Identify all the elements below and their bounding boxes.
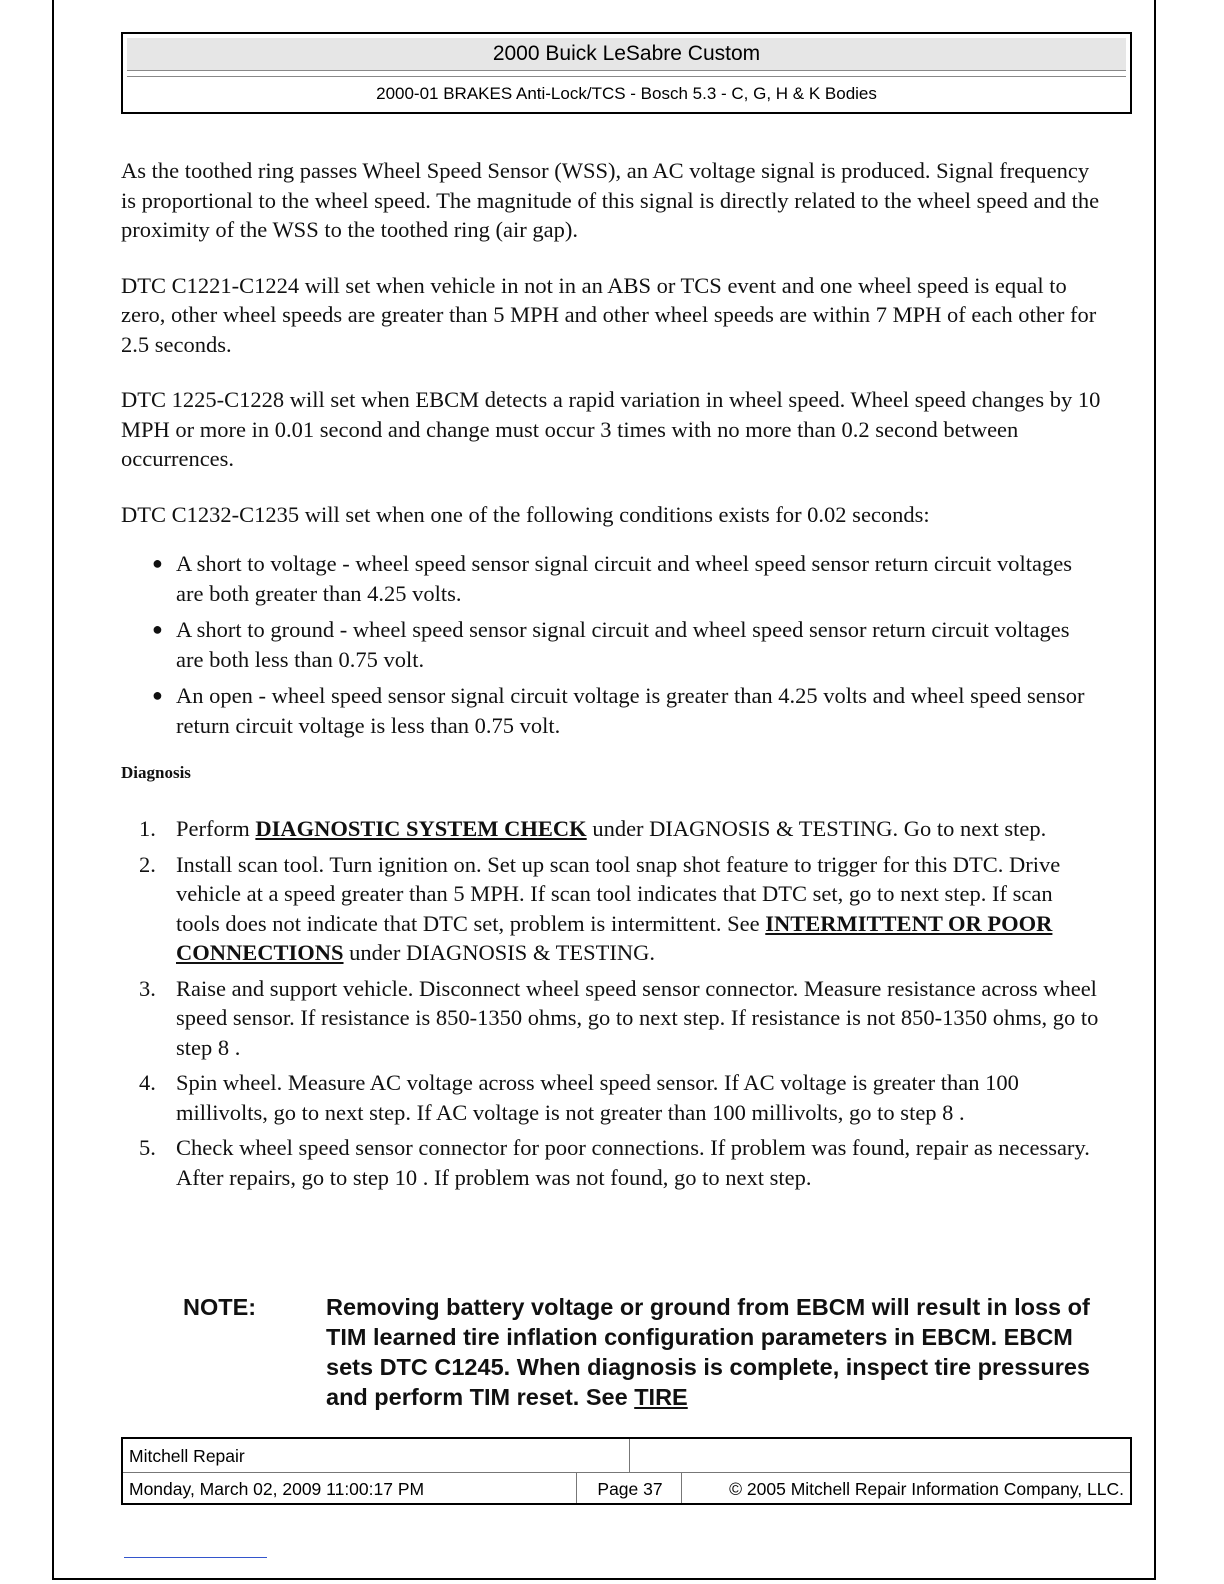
bullet-text: A short to voltage - wheel speed sensor signal circuit and wheel speed sensor return circuit voltages are both greater than 4.25 volts. [176, 551, 1072, 606]
paragraph-wss: As the toothed ring passes Wheel Speed Sensor (WSS), an AC voltage signal is produced. Signal frequency is proportional to the wheel speed. The magnitude of this signal is directly related to the wheel speed and the proximity of the WSS to the toothed ring (air gap). [121, 158, 1100, 242]
list-item [121, 549, 1101, 608]
step-number: 1. [139, 816, 156, 841]
bullet-text: An open - wheel speed sensor signal circuit voltage is greater than 4.25 volts and wheel speed sensor return circuit voltage is less than 0.75 volt. [176, 683, 1085, 738]
step-text: under DIAGNOSIS & TESTING. [343, 940, 655, 965]
footer-divider [123, 1472, 1130, 1473]
footer-date: Monday, March 02, 2009 11:00:17 PM [129, 1479, 425, 1499]
vehicle-title: 2000 Buick LeSabre Custom [127, 38, 1126, 71]
paragraph-dtc-c1221: DTC C1221-C1224 will set when vehicle in not in an ABS or TCS event and one wheel speed is equal to zero, other wheel speeds are greater than 5 MPH and other wheel speeds are within 7 MPH of each other for 2.5 seconds. [121, 272, 1097, 357]
diagnosis-steps [121, 814, 1101, 1192]
step-item [121, 974, 1101, 1063]
step-item [121, 1068, 1101, 1127]
bottom-link-line [124, 1557, 267, 1558]
tire-link[interactable]: TIRE [634, 1384, 688, 1410]
note-label: NOTE: [183, 1294, 257, 1320]
step-number: 3. [139, 975, 156, 1001]
diagnostic-system-check-link[interactable]: DIAGNOSTIC SYSTEM CHECK [255, 816, 587, 841]
paragraph-dtc-c1232: DTC C1232-C1235 will set when one of the following conditions exists for 0.02 seconds: [121, 501, 930, 527]
step-text: Check wheel speed sensor connector for poor connections. If problem was found, repair as necessary. After repairs, go to step 10 . If problem was not found, go to next step. [176, 1135, 1090, 1190]
footer-page-number: Page 37 [597, 1479, 663, 1499]
step-text: under DIAGNOSIS & TESTING. Go to next step. [586, 816, 1047, 841]
step-text: Install scan tool. Turn ignition on. Set up scan tool snap shot feature to trigger for this DTC. Drive vehicle at a speed greater than 5 MPH. If scan tool indicates that DTC set, go to next step. If scan tools does not indicate that DTC set, problem is intermittent. See [176, 851, 1061, 936]
diagnosis-heading: Diagnosis [121, 763, 191, 782]
note-text [326, 1292, 1106, 1412]
footer-copyright: © 2005 Mitchell Repair Information Company, LLC. [729, 1479, 1124, 1499]
step-item [121, 814, 1101, 844]
document-footer [121, 1437, 1132, 1505]
footer-divider [629, 1439, 630, 1472]
footer-divider [681, 1472, 682, 1503]
section-subtitle: 2000-01 BRAKES Anti-Lock/TCS - Bosch 5.3 - C, G, H & K Bodies [127, 76, 1126, 111]
bullet-text: A short to ground - wheel speed sensor signal circuit and wheel speed sensor return circuit voltages are both less than 0.75 volt. [176, 617, 1070, 672]
note-body: Removing battery voltage or ground from EBCM will result in loss of TIM learned tire inflation configuration parameters in EBCM. EBCM sets DTC C1245. When diagnosis is complete, inspect tire pressures and perform TIM reset. See [326, 1294, 1091, 1410]
list-item [121, 681, 1101, 740]
step-item [121, 850, 1101, 968]
document-header [121, 32, 1132, 114]
document-body [121, 156, 1101, 1198]
step-number: 2. [139, 851, 156, 877]
bullet-icon: ● [152, 553, 163, 573]
condition-list [121, 549, 1101, 740]
step-number: 5. [139, 1135, 156, 1160]
step-number: 4. [139, 1070, 156, 1095]
step-item [121, 1133, 1101, 1192]
list-item [121, 615, 1101, 674]
step-text: Spin wheel. Measure AC voltage across wheel speed sensor. If AC voltage is greater than 100 millivolts, go to next step. If AC voltage is not greater than 100 millivolts, go to step 8 . [176, 1070, 1019, 1125]
footer-divider [576, 1472, 577, 1503]
bullet-icon: ● [152, 685, 163, 705]
step-text: Raise and support vehicle. Disconnect wheel speed sensor connector. Measure resistance across wheel speed sensor. If resistance is 850-1350 ohms, go to next step. If resistance is not 850-1350 ohms, go to step 8 . [176, 975, 1099, 1060]
paragraph-dtc-1225: DTC 1225-C1228 will set when EBCM detects a rapid variation in wheel speed. Wheel speed changes by 10 MPH or more in 0.01 second and change must occur 3 times with no more than 0.2 second between occurrences. [121, 387, 1101, 471]
footer-company: Mitchell Repair [129, 1446, 245, 1466]
step-text: Perform [176, 816, 256, 841]
bullet-icon: ● [152, 619, 163, 639]
intermittent-connections-link[interactable]: INTERMITTENT OR POOR CONNECTIONS [176, 910, 1053, 965]
